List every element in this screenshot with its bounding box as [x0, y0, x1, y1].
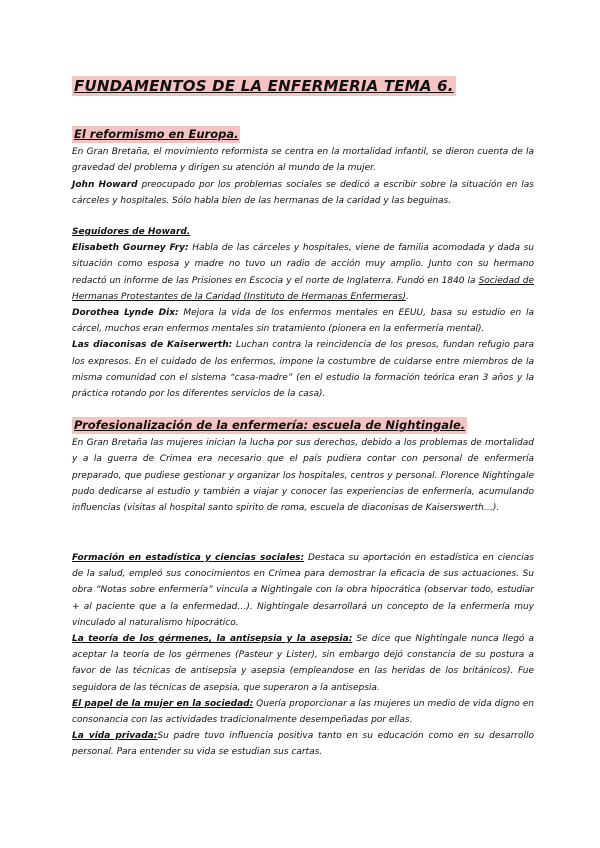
document-title: FUNDAMENTOS DE LA ENFERMERIA TEMA 6. — [74, 77, 454, 95]
paragraph — [72, 337, 534, 402]
paragraph-text: Su padre tuvo influencia positiva tanto en su educación como en su desarrollo personal. Para entender su vida se estudian sus cartas. — [72, 731, 534, 758]
topic-label: La teoría de los gérmenes, la antisepsia y la asepsia: — [72, 634, 353, 645]
institution-name: Sociedad de Hermanas Protestantes de la Caridad (Instituto de Hermanas Enfermeras) — [72, 275, 534, 302]
paragraph-text: . — [406, 291, 409, 302]
paragraph — [72, 177, 534, 209]
paragraph — [72, 696, 534, 728]
paragraph-text: Mejora la vida de los enfermos mentales en EEUU, basa su estudio en la cárcel, muchos eran enfermos mentales sin tratamiento (pionera en la enfermería mental). — [72, 308, 534, 335]
section-heading: Profesionalización de la enfermería: escuela de Nightingale. — [74, 418, 466, 432]
section-reformismo — [72, 126, 534, 209]
paragraph-text: preocupado por los problemas sociales se dedicó a escribir sobre la situación en las cárceles y hospitales. Sólo habla bien de las hermanas de la caridad y las beguinas. — [72, 179, 534, 206]
paragraph: En Gran Bretaña las mujeres inician la lucha por sus derechos, debido a los problemas de mortalidad y a la guerra de Crimea era necesario que el país pudiera contar con personal de enfermería preparado, que pudiese gestionar y organizar los hospitales, centros y personal. Florence Nightingale pudo dedicarse al estudio y también a viajar y conocer las experiencias de enfermería, acumulando influencias (visitas al hospital santo spirito de roma, escuela de diaconisas de Kaiserswerth…). — [72, 438, 534, 514]
paragraph-text: Destaca su aportación en estadística en ciencias de la salud, empleó sus conocimientos en Crimea para demostrar la eficacia de sus actuaciones. Su obra “Notas sobre enfermería” vincula a Nightingale con la obra hipocrática (observar todo, estudiar + al paciente que a la enfermedad…). Nightingale desarrollará un concepto de la enfermería muy vinculado al naturalismo hipocrático. — [72, 553, 534, 628]
paragraph-text: Se dice que Nightingale nunca llegó a aceptar la teoría de los gérmenes (Pasteur y Lister), sin embargo dejó constancia de su postura a favor de las técnicas de antisepsia y asepsia (empleandose en las heridas de los británicos). Fue seguidora de las técnicas de asepsia, que superaron a la antisepsia. — [72, 634, 534, 693]
topic-label: Formación en estadística y ciencias sociales: — [72, 553, 305, 563]
person-name: John Howard — [72, 179, 138, 190]
subheading-text: Seguidores de Howard. — [72, 227, 191, 237]
person-name: Dorothea Lynde Dix: — [72, 308, 179, 319]
paragraph-text: Luchan contra la reincidencia de los presos, fundan refugio para los expresos. En el cuidado de los enfermos, impone la costumbre de cuidarse entre miembros de la misma comunidad con el sistema “casa-madre” (en el estudio la formación teórica eran 3 años y la práctica rotando por los diferentes servicios de la casa). — [72, 340, 534, 400]
paragraph — [72, 728, 534, 760]
paragraph — [72, 631, 534, 696]
section-nightingale-details — [72, 550, 534, 761]
paragraph-text: Habla de las cárceles y hospitales, viene de familia acomodada y dada su situación como esposa y madre no tuvo un radio de acción muy amplio. Junto con su hermano redactó un informe de las Prisiones en Escocia y el norte de Inglaterra. Fundó en 1840 la — [72, 243, 534, 286]
paragraph-text: Quería proporcionar a las mujeres un medio de vida digno en consonancia con las actividades tradicionalmente desempeñadas por ellas. — [72, 698, 534, 726]
section-seguidores — [72, 224, 534, 402]
section-heading: El reformismo en Europa. — [74, 127, 239, 141]
subheading — [72, 224, 534, 240]
topic-label: El papel de la mujer en la sociedad: — [72, 698, 254, 709]
paragraph: En Gran Bretaña, el movimiento reformista se centra en la mortalidad infantil, se dieron cuenta de la gravedad del problema y dirigen su atención al mundo de la mujer. — [72, 147, 534, 174]
paragraph — [72, 240, 534, 305]
person-name: Elisabeth Gourney Fry: — [72, 243, 189, 254]
paragraph — [72, 550, 534, 631]
paragraph — [72, 305, 534, 337]
topic-label: La vida privada: — [72, 731, 158, 742]
section-profesionalizacion — [72, 417, 534, 516]
person-name: Las diaconisas de Kaiserwerth: — [72, 340, 233, 351]
